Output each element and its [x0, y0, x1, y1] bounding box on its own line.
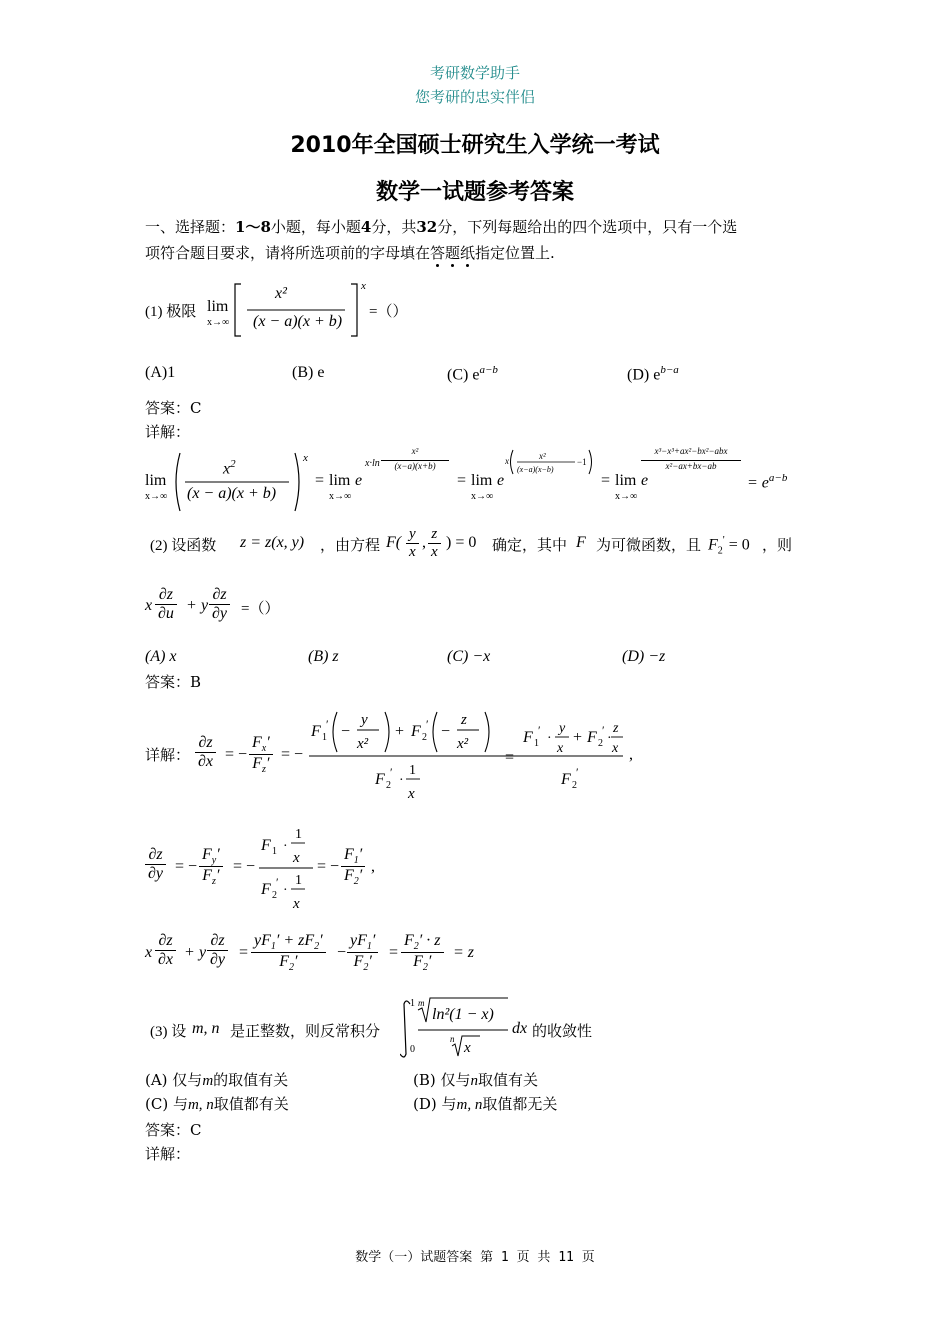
q1-option-d-label: (D) e	[627, 366, 661, 384]
minus: −	[337, 944, 347, 961]
q2-prefix: (2) 设函数	[150, 538, 217, 554]
q1-option-c-sup: a−b	[479, 364, 498, 376]
question-2	[150, 526, 810, 570]
q2-confirm: 确定，其中	[492, 538, 568, 554]
q3-dx: dx	[512, 1020, 528, 1037]
y: y	[199, 944, 207, 961]
emphasis-dot	[436, 264, 439, 267]
header-line-2: 您考研的忠实伴侣	[414, 88, 535, 106]
q1-option-c-label: (C) e	[447, 366, 480, 384]
q3-opt-a-tail: 的取值有关	[213, 1071, 289, 1089]
deriv-exp3-num: x³−x³+ax²−bx²−abx	[654, 446, 728, 456]
q1-derivation	[145, 448, 845, 518]
deriv-paren-fraction	[171, 450, 306, 514]
x: x	[293, 850, 300, 866]
deriv-e-1: e	[355, 472, 363, 489]
exp2-minus-one: −1	[577, 457, 587, 467]
root-index-m: m	[418, 998, 425, 1008]
q3-option-c	[145, 1092, 445, 1117]
deriv-lim-2-sub: x→∞	[329, 491, 352, 502]
q2-F2-prime: '	[722, 534, 725, 546]
q3-opt-a-var: m	[202, 1073, 214, 1089]
deriv-exp1: x·ln	[365, 458, 380, 469]
x: x	[612, 741, 619, 756]
x2: x²	[457, 736, 469, 752]
deriv-exp1-num: x²	[411, 446, 419, 456]
q2-options	[145, 648, 845, 670]
q3-tail: 的收敛性	[532, 1024, 593, 1040]
page-footer: 数学（一）试题答案 第 1 页 共 11 页	[355, 1250, 595, 1265]
f1-f2	[341, 846, 365, 887]
q2-detail-label: 详解：	[145, 748, 191, 764]
section-intro	[145, 215, 815, 239]
q2-eqzero: ) = 0	[446, 534, 477, 551]
plus: +	[395, 723, 405, 740]
frac-den: ∂x	[155, 950, 176, 969]
fx-fz	[249, 734, 273, 775]
deriv-den: (x − a)(x + b)	[187, 485, 277, 502]
x: x	[145, 944, 153, 961]
q2-func: z = z(x, y)	[240, 534, 305, 551]
f1-sub: 1	[322, 732, 327, 743]
q3-prefix: (3) 设	[150, 1024, 187, 1040]
section-intro-line-2	[145, 241, 815, 265]
deriv-result-sup: a−b	[768, 472, 788, 484]
q1-options	[145, 364, 845, 386]
emphasis-label: 答题纸	[430, 244, 476, 262]
q2-expr-y: y	[201, 597, 209, 614]
f2-prime: ′	[426, 717, 429, 731]
frac-den: $F_z'$	[199, 866, 223, 887]
intro-part: 项符合题目要求，请将所选项前的字母填在	[145, 244, 431, 262]
intro-part: 1～8	[235, 218, 271, 236]
x2: x²	[357, 736, 369, 752]
emphasis-text	[430, 241, 475, 265]
paren	[333, 712, 337, 752]
x: x	[557, 741, 564, 756]
q3-opt-c-var: m, n	[187, 1097, 214, 1113]
q1-bracket-fraction	[233, 282, 363, 340]
f2-sub: 2	[422, 732, 427, 743]
emphasis-dot	[466, 264, 469, 267]
frac-den: ∂y	[207, 950, 228, 969]
frac-den: ∂y	[145, 864, 166, 883]
q2-derivation-2	[145, 822, 545, 914]
frac-den: $F_2'$	[347, 952, 378, 973]
q2-frac-num: z	[431, 526, 438, 542]
q3-option-b	[413, 1068, 713, 1093]
deriv-exp3-den: x²−ax+bx−ab	[641, 460, 741, 471]
q2-F2	[708, 534, 750, 557]
dz-dx	[195, 734, 216, 771]
f2-prime: ′	[276, 875, 279, 889]
deriv-exp1-den: (x−a)(x+b)	[381, 460, 449, 471]
q3-opt-d-var: m, n	[456, 1097, 483, 1113]
q2-frac-den: x	[428, 543, 441, 561]
exp2-num: x²	[539, 451, 546, 461]
q2-diff: 为可微函数，且	[596, 538, 702, 554]
f2-sub: 2	[272, 890, 277, 901]
q2-frac-y-x	[406, 526, 419, 561]
eq: =	[505, 749, 515, 766]
f1-sub: 1	[272, 846, 277, 857]
cdot: ·	[283, 883, 288, 898]
q1-numerator: x²	[275, 285, 287, 302]
eq: =	[389, 944, 399, 961]
q3-opt-b-tail: 取值有关	[478, 1071, 539, 1089]
q2-frac-stack	[257, 822, 317, 914]
dz-dy	[145, 846, 166, 883]
right-bracket	[351, 284, 357, 336]
q2-F2-cond: = 0	[728, 536, 750, 554]
left-paren	[511, 450, 514, 474]
q2-mid: ，由方程	[320, 538, 381, 554]
frac-num: $yF_1' + zF_2'$	[254, 932, 323, 953]
z: z	[613, 721, 619, 736]
q2-dz-du	[155, 586, 177, 623]
q2-eqn: F(	[386, 534, 402, 551]
q3-opt-c-label: (C) 与	[145, 1095, 188, 1113]
paren	[433, 712, 437, 752]
q2-expr-x: x	[145, 597, 153, 614]
f2-prime: ′	[576, 765, 579, 779]
q3-integrand: ln²(1 − x)	[432, 1006, 494, 1023]
q2-derivation-3	[145, 930, 545, 980]
q1-option-a: (A)1	[145, 364, 176, 381]
f2-sub: 2	[572, 780, 577, 791]
one: 1	[409, 763, 416, 778]
exp2-x: x	[505, 456, 509, 466]
cdot: ·	[547, 731, 552, 746]
f1-prime: ′	[326, 717, 329, 731]
q3-opt-c-tail: 取值都有关	[213, 1095, 289, 1113]
dz-dy	[207, 932, 228, 969]
f2: F	[587, 729, 597, 746]
q2-then: ，则	[762, 538, 793, 554]
q3-option-d	[413, 1092, 713, 1117]
frac-num: ∂z	[198, 734, 213, 751]
deriv-lim-2: lim	[329, 472, 351, 489]
frac-den: $F_2'$	[401, 952, 444, 973]
q2-F: F	[576, 534, 586, 551]
frac-f2z	[401, 932, 444, 973]
f2: F	[411, 723, 421, 740]
eq: =	[239, 944, 249, 961]
deriv-lim-3-sub: x→∞	[471, 491, 494, 502]
q2-F2-letter: F	[708, 536, 718, 554]
intro-part: 小题，每小题	[270, 218, 361, 236]
frac-den: ∂y	[209, 604, 230, 623]
page-title: 2010年全国硕士研究生入学统一考试	[290, 133, 660, 158]
frac-num: ∂z	[212, 586, 227, 603]
deriv-e-2: e	[497, 472, 505, 489]
frac-yf1	[347, 932, 378, 973]
frac-num: $F_y'$	[202, 846, 220, 867]
q2-plus: +	[187, 597, 197, 614]
comma: ,	[629, 746, 633, 763]
intro-part: 4	[360, 218, 372, 236]
header-line-1: 考研数学助手	[429, 64, 520, 82]
question-3	[150, 996, 750, 1062]
deriv-eq-1: =	[315, 472, 325, 489]
y: y	[559, 721, 566, 736]
q3-lower-limit: 0	[410, 1044, 415, 1055]
q3-opt-d-label: (D) 与	[413, 1095, 457, 1113]
eq: = −	[225, 746, 248, 763]
intro-part: 一、选择题：	[145, 218, 236, 236]
q3-option-a	[145, 1068, 445, 1093]
question-1	[145, 282, 645, 342]
deriv-lim-3: lim	[471, 472, 493, 489]
f2-prime: ′	[390, 765, 393, 779]
f2: F	[261, 881, 271, 898]
dz-dx	[155, 932, 176, 969]
frac-num: ∂z	[158, 586, 174, 603]
frac-num: $F_2' \cdot z$	[404, 932, 441, 953]
left-bracket	[235, 284, 241, 336]
comma: ,	[371, 858, 375, 875]
deriv-result-e: = e	[747, 474, 769, 492]
frac-den: $F_2'$	[341, 866, 365, 887]
f2: F	[375, 771, 385, 788]
f1-sub: 1	[534, 738, 539, 749]
z: z	[461, 712, 467, 728]
page-subtitle: 数学一试题参考答案	[375, 180, 574, 205]
intro-part: 32	[416, 218, 438, 236]
deriv-num: $x^2$	[223, 458, 236, 478]
f1: F	[311, 723, 321, 740]
frac-num: $yF_1'$	[350, 932, 376, 953]
cdot: ·	[399, 773, 404, 788]
q2-frac-z-x	[428, 526, 441, 561]
frac-den: ∂x	[195, 752, 216, 771]
f1: F	[261, 837, 271, 854]
one: 1	[295, 873, 302, 888]
q3-mn: m, n	[192, 1020, 220, 1037]
q2-dz-dy	[209, 586, 230, 623]
frac-den: $F_2'$	[251, 952, 326, 973]
q2-option-a: (A) x	[145, 648, 177, 665]
cdot: ·	[283, 839, 288, 854]
eq: = −	[281, 746, 304, 763]
emphasis-dot	[451, 264, 454, 267]
right-paren	[589, 450, 592, 474]
q2-comma: ,	[422, 534, 426, 551]
q2-frac-den: x	[406, 543, 419, 561]
q1-option-d	[627, 364, 679, 384]
frac-num: $F_x'$	[252, 734, 270, 755]
frac-den: ∂u	[155, 604, 177, 623]
intro-part: 分，下列每题给出的四个选项中，只有一个选	[437, 218, 738, 236]
right-paren	[295, 453, 299, 511]
intro-part: 分，共	[371, 218, 417, 236]
minus: −	[441, 723, 451, 740]
q3-opt-a-label: (A) 仅与	[145, 1071, 203, 1089]
deriv-eq-3: =	[601, 472, 611, 489]
x: x	[293, 896, 300, 912]
q2-frac-num: y	[409, 526, 416, 542]
minus: −	[341, 723, 351, 740]
q2-option-d: (D) −z	[622, 648, 666, 665]
q2-derivation-1	[145, 706, 845, 806]
x: x	[408, 786, 415, 802]
paren	[485, 712, 489, 752]
q1-answer: 答案：C	[145, 399, 202, 417]
frac-num: ∂z	[210, 932, 225, 949]
integral-sign	[400, 1001, 410, 1057]
q2-option-c: (C) −x	[447, 648, 491, 665]
f2: F	[561, 771, 571, 788]
root-index-n: n	[450, 1034, 455, 1044]
q1-lim: lim	[207, 298, 229, 315]
eq: = −	[317, 858, 340, 875]
frac-num: $F_1'$	[344, 846, 363, 867]
q3-opt-d-tail: 取值都无关	[482, 1095, 558, 1113]
q1-exponent: x	[361, 280, 366, 292]
q1-option-c	[447, 364, 498, 384]
q1-option-d-sup: b−a	[660, 364, 679, 376]
deriv-result	[747, 472, 787, 492]
deriv-lim-sub: x→∞	[145, 491, 168, 502]
deriv-eq-2: =	[457, 472, 467, 489]
frac-sum	[251, 932, 326, 973]
paren	[385, 712, 389, 752]
q2-expr-tail: =（）	[241, 601, 280, 617]
root-x: x	[464, 1040, 471, 1056]
q3-answer: 答案：C	[145, 1121, 202, 1139]
one: 1	[295, 827, 302, 842]
deriv-e-3: e	[641, 472, 649, 489]
q1-detail-label: 详解：	[145, 423, 191, 441]
plus: +	[185, 944, 195, 961]
deriv-exp-x: x	[303, 452, 308, 464]
f1-prime: ′	[538, 723, 541, 737]
q2-big-fraction	[307, 706, 625, 806]
q3-cond: 是正整数，则反常积分	[230, 1024, 381, 1040]
q3-upper-limit: 1	[410, 998, 415, 1009]
q1-denominator: (x − a)(x + b)	[253, 313, 343, 330]
q2-option-b: (B) z	[308, 648, 339, 665]
q1-option-b: (B) e	[292, 364, 325, 381]
eq-z: = z	[453, 944, 475, 961]
deriv-lim-4-sub: x→∞	[615, 491, 638, 502]
q2-expression	[145, 586, 445, 630]
deriv-lim-4: lim	[615, 472, 637, 489]
frac-den: $F_z'$	[249, 754, 273, 775]
eq: = −	[233, 858, 256, 875]
q3-opt-b-var: n	[470, 1073, 478, 1089]
q2-F2-sub: 2	[717, 545, 723, 557]
exp2-den: (x−a)(x−b)	[517, 465, 554, 474]
intro-part: 指定位置上.	[475, 244, 555, 262]
cdot: ·	[607, 731, 612, 746]
q3-opt-b-label: (B) 仅与	[413, 1071, 471, 1089]
f2-sub: 2	[386, 780, 391, 791]
fy-fz	[199, 846, 223, 887]
y: y	[361, 712, 368, 728]
q2-answer: 答案：B	[145, 673, 202, 691]
f2-sub: 2	[598, 738, 603, 749]
frac-num: ∂z	[158, 932, 173, 949]
f1: F	[523, 729, 533, 746]
deriv-exp2-paren	[505, 448, 595, 478]
left-paren	[176, 453, 180, 511]
q1-lim-sub: x→∞	[207, 317, 230, 328]
deriv-lim: lim	[145, 472, 167, 489]
eq: = −	[175, 858, 198, 875]
q1-prefix: (1) 极限	[145, 304, 197, 320]
q1-tail: =（）	[369, 304, 408, 320]
frac-num: ∂z	[148, 846, 163, 863]
plus: +	[573, 729, 583, 746]
f2-prime: ′	[602, 723, 605, 737]
q3-detail-label: 详解：	[145, 1145, 191, 1163]
